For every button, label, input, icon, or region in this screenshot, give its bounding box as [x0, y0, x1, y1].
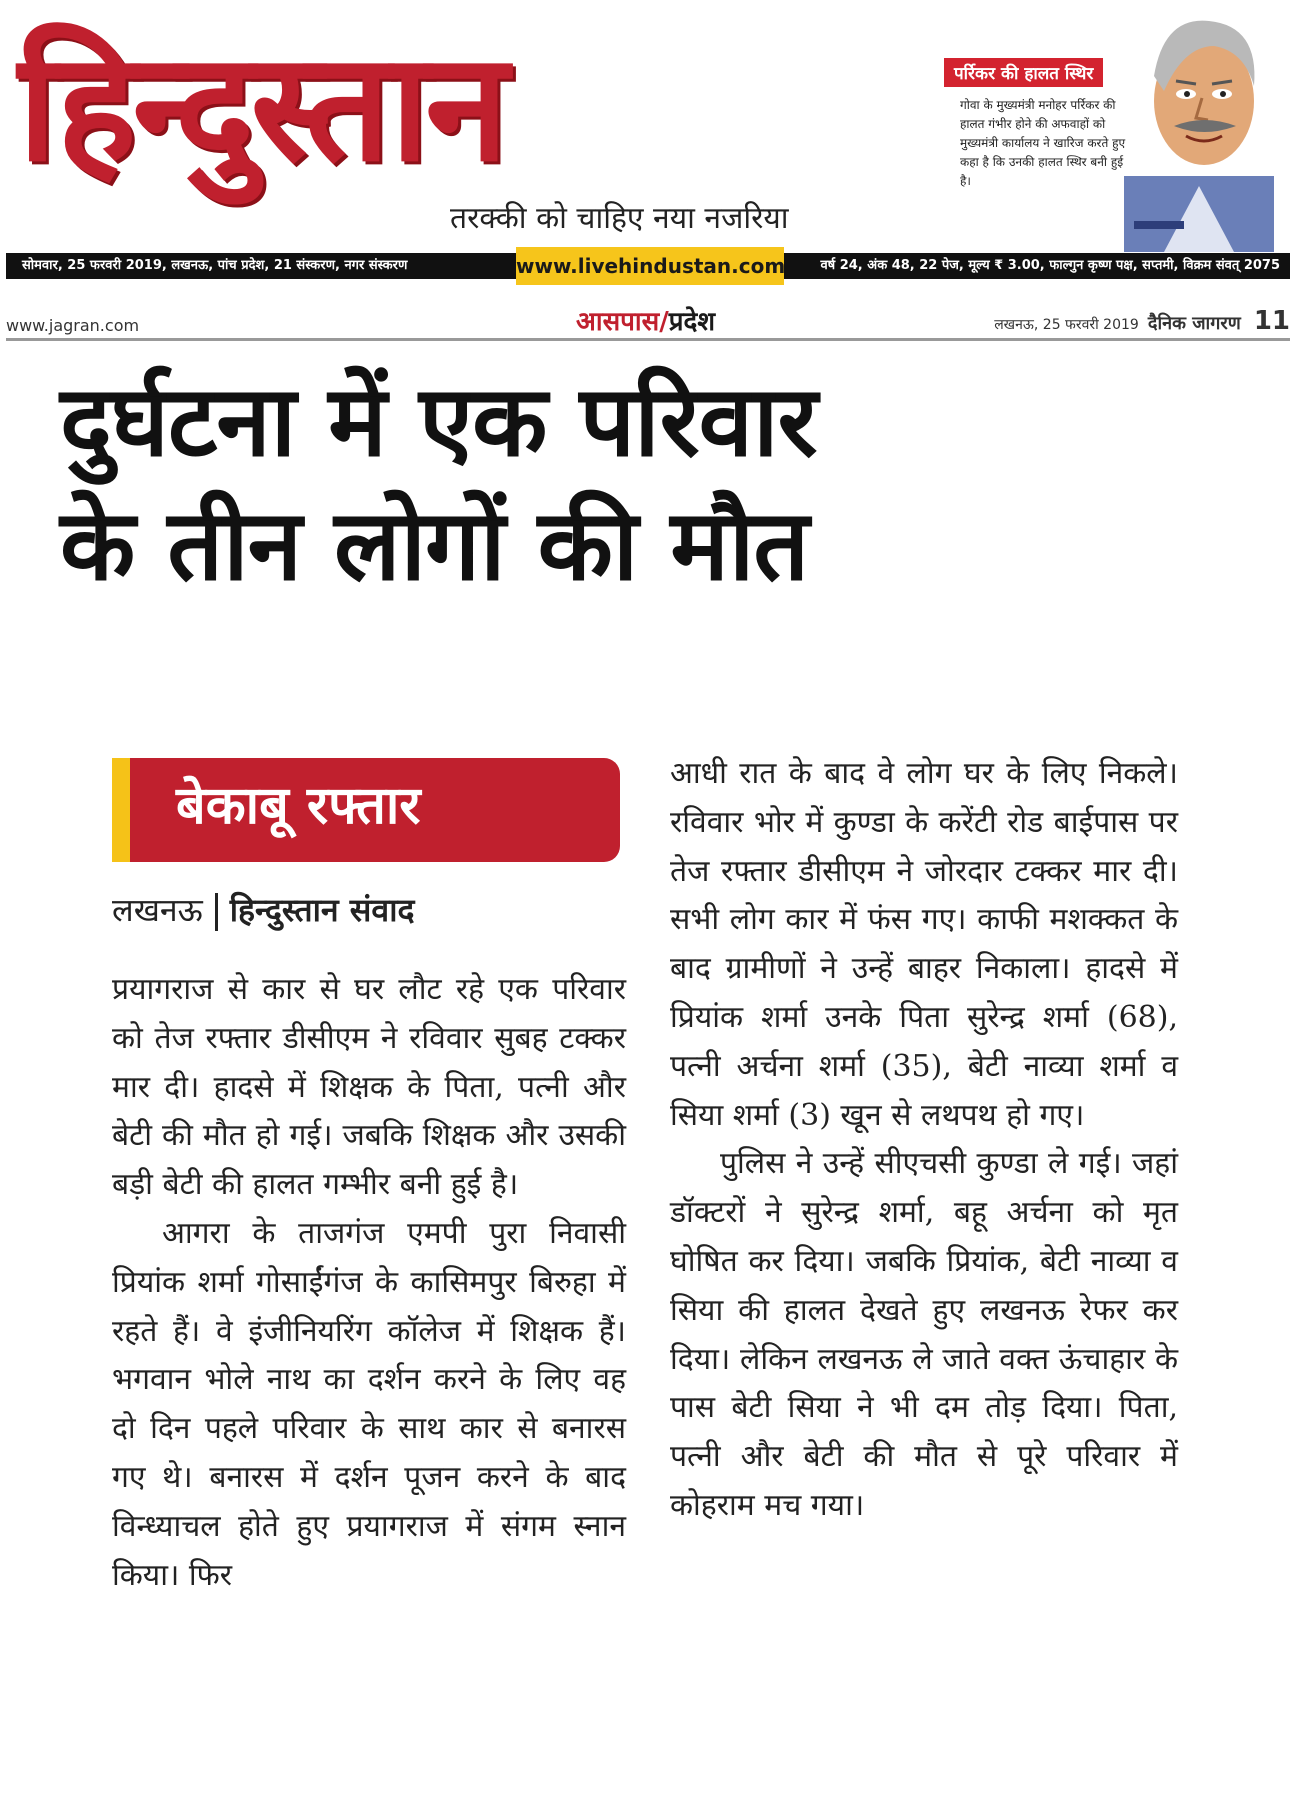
kicker-banner: [112, 758, 620, 862]
headline-line-1: दुर्घटना में एक परिवार: [60, 365, 817, 479]
issue-line: वर्ष 24, अंक 48, 22 पेज, मूल्य ₹ 3.00, फाल्गुन कृष्ण पक्ष, सप्तमी, विक्रम संवत् 2075: [820, 258, 1280, 273]
masthead-logo: हिन्दुस्तान: [18, 21, 505, 195]
section-name-b: प्रदेश: [668, 307, 716, 337]
promo-text: गोवा के मुख्यमंत्री मनोहर पर्रिकर की हालत गंभीर होने की अफवाहों को मुख्यमंत्री कार्यालय ने खारिज करते हुए कहा है कि उनकी हालत स्थिर बनी हुई है।: [960, 98, 1126, 188]
date-line: सोमवार, 25 फरवरी 2019, लखनऊ, पांच प्रदेश, 21 संस्करण, नगर संस्करण: [22, 258, 408, 273]
caricature-image: [1124, 6, 1274, 252]
kicker-text: बेकाबू रफ्तार: [176, 776, 421, 836]
article-paragraph: पुलिस ने उन्हें सीएचसी कुण्डा ले गई। जहां डॉक्टरों ने सुरेन्द्र शर्मा, बहू अर्चना को मृत घोषित कर दिया। जबकि प्रियांक, बेटी नाव्या व सिया की हालत देखते हुए लखनऊ रेफर कर दिया। लेकिन लखनऊ ले जाते वक्त ऊंचाहार के पास बेटी सिया ने भी दम तोड़ दिया। पिता, पत्नी और बेटी की मौत से पूरे परिवार में कोहराम मच गया।: [670, 1146, 1178, 1523]
article-paragraph: आधी रात के बाद वे लोग घर के लिए निकले। रविवार भोर में कुण्डा के करेंटी रोड बाईपास पर तेज रफ्तार डीसीएम ने जोरदार टक्कर मार दी। सभी लोग कार में फंस गए। काफी मशक्कत के बाद ग्रामीणों ने उन्हें बाहर निकाला। हादसे में प्रियांक शर्मा उनके पिता सुरेन्द्र शर्मा (68), पत्नी अर्चना शर्मा (35), बेटी नाव्या शर्मा व सिया शर्मा (3) खून से लथपथ हो गए।: [670, 756, 1178, 1133]
page-date: लखनऊ, 25 फरवरी 2019: [994, 317, 1139, 333]
article-column-left: [112, 966, 626, 1600]
article-paragraph: आगरा के ताजगंज एमपी पुरा निवासी प्रियांक शर्मा गोसाईंगंज के कासिमपुर बिरुहा में रहते हैं। वे इंजीनियरिंग कॉलेज में शिक्षक हैं। भगवान भोले नाथ का दर्शन करने के लिए वह दो दिन पहले परिवार के साथ कार से बनारस गए थे। बनारस में दर्शन पूजन करने के बाद विन्ध्याचल होते हुए प्रयागराज में संगम स्नान किया। फिर: [112, 1215, 626, 1593]
headline-line-2: के तीन लोगों की मौत: [60, 489, 809, 603]
promo-heading[interactable]: पर्रिकर की हालत स्थिर: [944, 58, 1103, 87]
section-separator: /: [659, 307, 669, 337]
article-column-right: [670, 750, 1178, 1531]
section-title: [576, 302, 715, 338]
header-rule: [6, 338, 1290, 341]
promo-box[interactable]: [944, 6, 1286, 252]
page-number: 11: [1253, 306, 1290, 336]
article-paragraph: प्रयागराज से कार से घर लौट रहे एक परिवार को तेज रफ्तार डीसीएम ने रविवार सुबह टक्कर मार दी। हादसे में शिक्षक के पिता, पत्नी और बेटी की मौत हो गई। जबकि शिक्षक और उसकी बड़ी बेटी की हालत गम्भीर बनी हुई है।: [112, 972, 626, 1203]
site-url[interactable]: www.jagran.com: [6, 316, 140, 335]
kicker-accent-bar: [112, 758, 130, 862]
page-header: [6, 300, 1290, 340]
paper-name: दैनिक जागरण: [1147, 313, 1241, 334]
dateline: लखनऊ: [112, 891, 203, 929]
page-header-right: [994, 306, 1290, 336]
section-name-a: आसपास: [576, 307, 660, 337]
byline: [112, 888, 415, 931]
website-link[interactable]: www.livehindustan.com: [516, 247, 784, 285]
byline-divider: [215, 893, 218, 931]
masthead-tagline: तरक्की को चाहिए नया नजरिया: [450, 201, 789, 236]
byline-source: हिन्दुस्तान संवाद: [229, 891, 415, 929]
article-headline: [60, 360, 1240, 608]
